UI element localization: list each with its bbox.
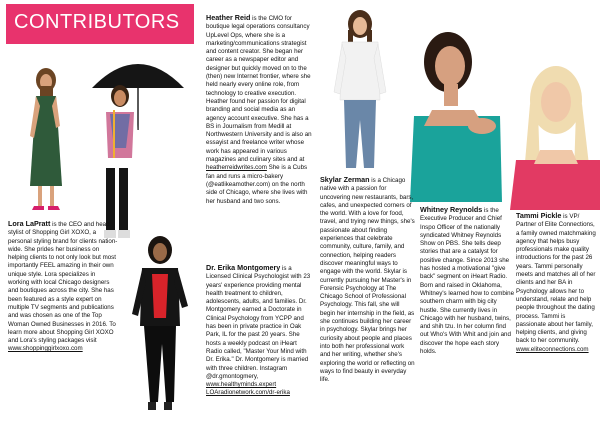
contributor-bio: is the Executive Producer and Chief Inspo Officer of the nationally syndicated Whitney Reynolds Show on PBS. She tells deep stories that are a catalyst for positive change. Since 2013 she has hosted a motivational "give back" segment on iHeart Radio. Born and raised in Oklahoma, Whitney's learned how to combine southern charm with big city hustle. She currently lives in Chicago with her husband, twins, and shih tzu. In her column find out Who's With Whit and join and discover the hope each story holds. bbox=[420, 207, 515, 356]
tammi-bio bbox=[516, 212, 596, 354]
contributor-name: Lora LaPratt bbox=[8, 219, 51, 228]
contributor-bio: is a Chicago native with a passion for uncovering new restaurants, bars, cafes, and unexpected corners of the world. With a love for food, travel, and trying new things, she's passionate about finding experiences that celebrate community, culture, family, and connection, helping readers discover meaningful ways to engage with the world. Skylar is currently pursuing her Master's in Forensic Psychology at The Chicago School of Professional Psychology. This fall, she will begin her internship in the field, as she continues building her career in psychology. Skylar brings her curiosity about people and places into both her professional work and her writing, whether she's exploring the world or reflecting on ways to find beauty in everyday life. bbox=[320, 177, 415, 384]
contributors-banner bbox=[6, 4, 194, 44]
erika-bio bbox=[206, 264, 314, 398]
contributor-name: Whitney Reynolds bbox=[420, 205, 483, 214]
lora-bio bbox=[8, 220, 118, 354]
whitney-bio bbox=[420, 206, 516, 356]
skylar-photo bbox=[322, 8, 398, 174]
contributor-name: Skylar Zerman bbox=[320, 175, 370, 184]
contributor-link[interactable]: heatherreidwrites.com bbox=[206, 164, 267, 172]
whitney-photo bbox=[404, 26, 504, 202]
tammi-photo bbox=[510, 64, 600, 210]
contributor-name: Dr. Erika Montgomery bbox=[206, 263, 281, 272]
skylar-bio bbox=[320, 176, 416, 384]
contributor-name: Tammi Pickle bbox=[516, 211, 562, 220]
contributor-link[interactable]: www.eliteconnections.com bbox=[516, 345, 589, 353]
lora-photo bbox=[14, 66, 78, 216]
contributor-bio-continued: She is a Cubs fan and runs a micro-bakery (@eatlikeamother.com) on the north side of Chicago, where she lives with her husband and two sons. bbox=[206, 164, 308, 205]
contributor-bio: is the CEO and head stylist of Shopping Girl XOXO, a personal styling brand for clients nation-wide. She prides her business on helping clients to not only look but most importantly FEEL amazing in their own unique style. Lora specializes in working with local Chicago designers and boutiques across the city. She has been featured as a style expert on multiple TV segments and publications and was chosen as one of the Top Woman Owned Businesses in 2016. To learn more about Shopping Girl XOXO and Lora's styling packages visit bbox=[8, 221, 118, 345]
contributor-link[interactable]: www.healthyminds.expert bbox=[206, 381, 277, 389]
erika-photo bbox=[118, 234, 200, 418]
contributor-bio: is VP/ Partner of Elite Connections, a family owned matchmaking agency that helps busy professionals make quality introductions for the past 26 years. Tammi personally meets and matches all of her clients and her BA in Psychology allows her to understand, relate and help people throughout the dating process. Tammi is passionate about her family, helping clients, and giving back to her community. bbox=[516, 213, 596, 345]
contributor-bio: is the CMO for boutique legal operations consultancy UpLevel Ops, where she is a marketing/communications strategist and content creator. She began her career as a newspaper editor and designer but quickly moved on to the (then) new Internet frontier, where she held nearly every online role, from technology to creative execution. Heather found her passion for digital branding and social media as an agency account executive. She has a BS in Journalism from Medill at Northwestern University and is also an essayist and freelance writer whose work has appeared in various magazines and culinary sites and at bbox=[206, 15, 312, 164]
contributor-link[interactable]: www.shoppinggirlxoxo.com bbox=[8, 345, 83, 353]
heather-bio bbox=[206, 14, 312, 206]
page-title: CONTRIBUTORS bbox=[14, 11, 180, 33]
contributor-name: Heather Reid bbox=[206, 13, 251, 22]
contributor-link-2[interactable]: LOAradionetwork.com/dr-erika bbox=[206, 389, 290, 397]
contributor-bio: is a Licensed Clinical Psychologist with 23 years' experience providing mental health treatment to children, adolescents, adults, and families. Dr. Montgomery earned a Doctorate in Clinical Psychology from YCPP and has been in private practice in Oak Park, IL for the past 20 years. She hosts a weekly podcast on iHeart Radio called, "Master Your Mind with Dr. Erika." Dr. Montgomery is married with three children. Instagram @dr.gmontogmery, bbox=[206, 265, 311, 380]
